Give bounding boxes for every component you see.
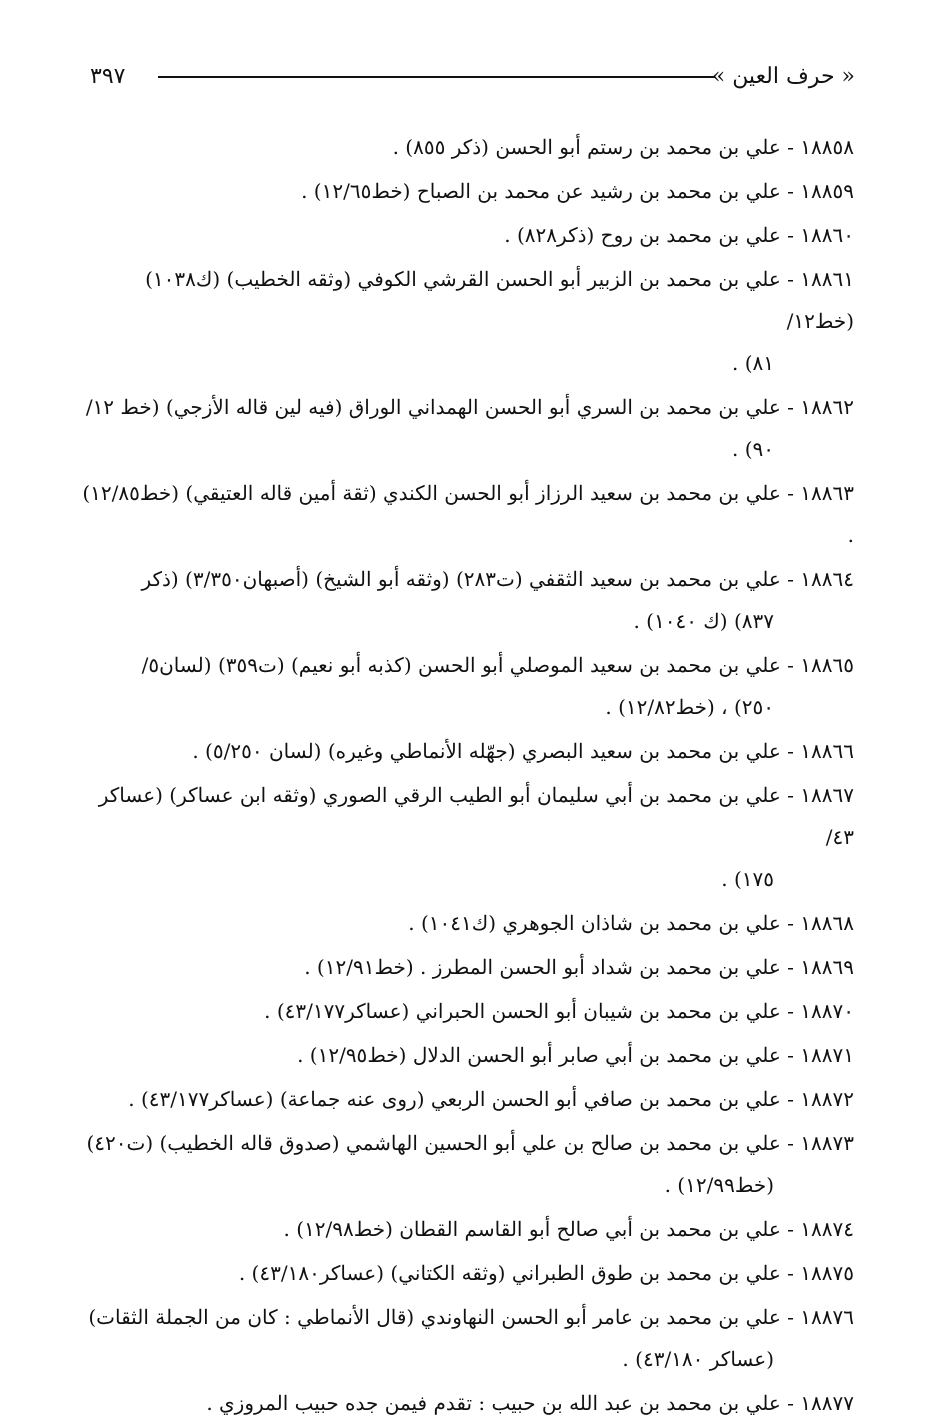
entry: [74, 170, 854, 212]
entry-text: ١٨٨٦٤ - علي بن محمد بن سعيد الثقفي (ت٢٨٣) (وثقه أبو الشيخ) (أصبهان٣/٣٥٠) (ذكر: [141, 567, 854, 591]
entry: [74, 1078, 854, 1120]
entry: [74, 1296, 854, 1380]
entry: [74, 258, 854, 384]
entry: [74, 472, 854, 556]
entry-text: ١٨٨٧٤ - علي بن محمد بن أبي صالح أبو القاسم القطان (خط١٢/٩٨) .: [283, 1217, 854, 1241]
page-header: [90, 58, 855, 98]
entry-list: [74, 126, 854, 1426]
entry: [74, 386, 854, 470]
entry-text: ١٨٨٧٣ - علي بن محمد بن صالح بن علي أبو الحسين الهاشمي (صدوق قاله الخطيب) (ت٤٢٠): [86, 1131, 854, 1155]
entry: [74, 730, 854, 772]
running-title: « حرف العين »: [711, 64, 855, 89]
entry: [74, 774, 854, 900]
entry: [74, 990, 854, 1032]
page-number: ٣٩٧: [90, 64, 126, 89]
entry-text: ١٨٨٦٦ - علي بن محمد بن سعيد البصري (جهّله الأنماطي وغيره) (لسان ٥/٢٥٠) .: [192, 739, 854, 763]
entry: [74, 1122, 854, 1206]
entry-text: ١٨٨٦٣ - علي بن محمد بن سعيد الرزاز أبو الحسن الكندي (ثقة أمين قاله العتيقي) (خط١٢/٨٥) .: [82, 481, 854, 547]
entry: [74, 1382, 854, 1424]
entry: [74, 902, 854, 944]
entry: [74, 644, 854, 728]
entry-continuation: (خط١٢/٩٩) .: [664, 1173, 774, 1197]
entry-continuation: ٩٠) .: [731, 437, 774, 461]
entry-text: ١٨٨٧٢ - علي بن محمد بن صافي أبو الحسن الربعي (روى عنه جماعة) (عساكر٤٣/١٧٧) .: [128, 1087, 854, 1111]
entry: [74, 1208, 854, 1250]
entry-continuation: ١٧٥) .: [721, 867, 774, 891]
header-rule: [158, 76, 715, 78]
entry-text: ١٨٨٧٠ - علي بن محمد بن شيبان أبو الحسن الحبراني (عساكر٤٣/١٧٧) .: [264, 999, 854, 1023]
entry-text: ١٨٨٧١ - علي بن محمد بن أبي صابر أبو الحسن الدلال (خط١٢/٩٥) .: [297, 1043, 854, 1067]
entry: [74, 1252, 854, 1294]
entry: [74, 126, 854, 168]
entry-continuation: ٨١) .: [731, 351, 774, 375]
entry-text: ١٨٨٧٦ - علي بن محمد بن عامر أبو الحسن النهاوندي (قال الأنماطي : كان من الجملة الثقات): [88, 1305, 854, 1329]
entry-text: ١٨٨٦٢ - علي بن محمد بن السري أبو الحسن الهمداني الوراق (فيه لين قاله الأزجي) (خط ١٢/: [85, 395, 854, 419]
entry-text: ١٨٨٥٨ - علي بن محمد بن رستم أبو الحسن (ذكر ٨٥٥) .: [392, 135, 854, 159]
entry-text: ١٨٨٦٧ - علي بن محمد بن أبي سليمان أبو الطيب الرقي الصوري (وثقه ابن عساكر) (عساكر ٤٣/: [98, 783, 854, 849]
entry-continuation: (عساكر ٤٣/١٨٠) .: [622, 1347, 774, 1371]
entry-text: ١٨٨٧٥ - علي بن محمد بن طوق الطبراني (وثقه الكتاني) (عساكر٤٣/١٨٠) .: [238, 1261, 854, 1285]
entry-text: ١٨٨٧٧ - علي بن محمد بن عبد الله بن حبيب : تقدم فيمن جده حبيب المروزي .: [206, 1391, 854, 1415]
entry-text: ١٨٨٦٨ - علي بن محمد بن شاذان الجوهري (ك١٠٤١) .: [408, 911, 854, 935]
entry: [74, 1034, 854, 1076]
entry-text: ١٨٨٥٩ - علي بن محمد بن رشيد عن محمد بن الصباح (خط١٢/٦٥) .: [301, 179, 854, 203]
entry-continuation: ٨٣٧) (ك ١٠٤٠) .: [633, 609, 774, 633]
entry-text: ١٨٨٦٠ - علي بن محمد بن روح (ذكر٨٢٨) .: [504, 223, 854, 247]
entry-continuation: ٢٥٠) ، (خط١٢/٨٢) .: [605, 695, 774, 719]
entry-text: ١٨٨٦١ - علي بن محمد بن الزبير أبو الحسن القرشي الكوفي (وثقه الخطيب) (ك١٠٣٨) (خط١٢/: [145, 267, 854, 333]
entry: [74, 558, 854, 642]
entry-text: ١٨٨٦٩ - علي بن محمد بن شداد أبو الحسن المطرز . (خط١٢/٩١) .: [304, 955, 854, 979]
entry: [74, 946, 854, 988]
entry-text: ١٨٨٦٥ - علي بن محمد بن سعيد الموصلي أبو الحسن (كذبه أبو نعيم) (ت٣٥٩) (لسان٥/: [141, 653, 854, 677]
entry: [74, 214, 854, 256]
